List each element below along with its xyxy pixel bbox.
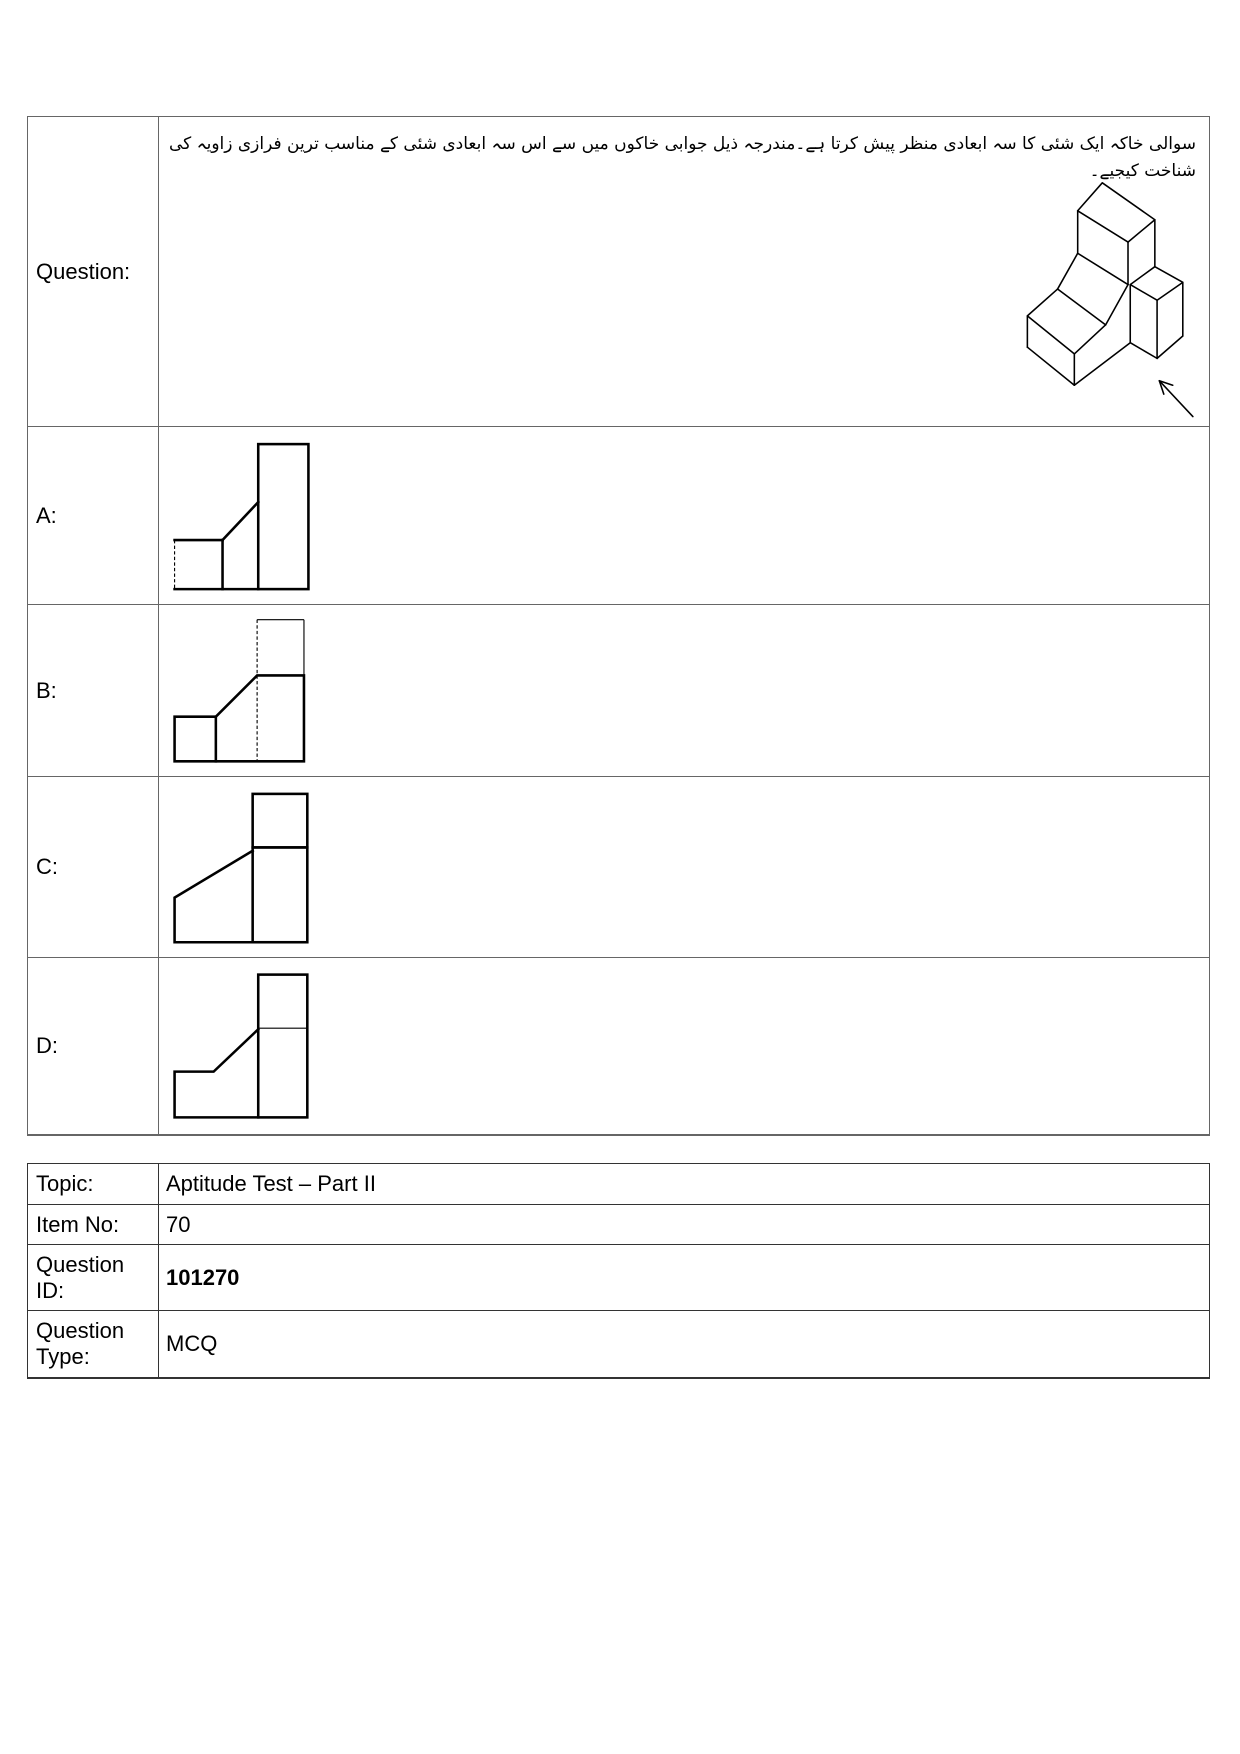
option-d-label: D: [36,1033,58,1059]
option-a-row [28,427,1209,605]
question-id-row [28,1245,1209,1311]
view-direction-arrow-icon [1159,381,1193,417]
question-label: Question: [36,258,131,284]
option-c-content [159,777,1209,957]
option-a-tall-rect [258,444,308,589]
question-id-value-cell [159,1245,1209,1310]
option-d-label-cell [28,958,159,1134]
option-d-figure [169,969,314,1123]
option-a-label: A: [36,502,57,528]
option-c-label-cell [28,777,159,957]
option-c-slope-outline [175,851,253,942]
question-text: سوالی خاکہ ایک شئی کا سہ ابعادی منظر پیش کرتا ہے۔مندرجہ ذیل جوابی خاکوں میں سے اس سہ ابعادی شئی کے مناسب ترین فرازی زاویہ کی شناخت کیجیے۔ [168,134,1196,182]
question-id-label: Question ID: [36,1251,125,1303]
item-no-value: 70 [166,1211,191,1237]
option-b-step-outline [175,675,304,761]
metadata-table [27,1163,1210,1379]
slope-face [1058,253,1128,325]
option-d-content [159,958,1209,1134]
option-c-top-rect [253,794,308,848]
option-d-row [28,958,1209,1135]
item-no-label: Item No: [36,1211,120,1237]
topic-value: Aptitude Test – Part II [166,1171,376,1196]
topic-label-cell [28,1164,159,1204]
option-a-step-outline [175,502,259,589]
option-b-row [28,605,1209,777]
item-no-value-cell [159,1205,1209,1244]
item-no-label-cell [28,1205,159,1244]
option-b-figure [169,614,314,767]
option-c-figure [169,788,314,947]
question-id-label-cell [28,1245,159,1310]
option-a-content [159,427,1209,604]
tall-block [1078,183,1155,285]
small-cube [1130,267,1183,359]
option-d-step-outline [175,1029,259,1117]
question-id-value: 101270 [166,1264,240,1290]
option-c-label: C: [36,854,58,880]
question-row [28,117,1209,427]
option-d-tall-rect [258,975,307,1118]
question-type-row [28,1311,1209,1378]
option-c-row [28,777,1209,958]
topic-row [28,1164,1209,1205]
topic-value-cell [159,1164,1209,1204]
question-type-value: MCQ [166,1331,218,1356]
question-type-label-cell [28,1311,159,1377]
option-b-top-rect [257,620,304,676]
option-b-label-cell [28,605,159,776]
option-a-figure [169,437,314,594]
question-content [159,117,1209,426]
item-no-row [28,1205,1209,1245]
topic-label: Topic: [36,1171,94,1197]
option-a-label-cell [28,427,159,604]
question-table [27,116,1210,1136]
question-type-label: Question Type: [36,1318,125,1369]
option-b-label: B: [36,677,57,703]
option-c-lower-rect [253,847,308,942]
option-b-content [159,605,1209,776]
low-block [1027,289,1130,385]
isometric-object-figure [1016,175,1202,421]
question-type-value-cell [159,1311,1209,1377]
question-label-cell [28,117,159,426]
